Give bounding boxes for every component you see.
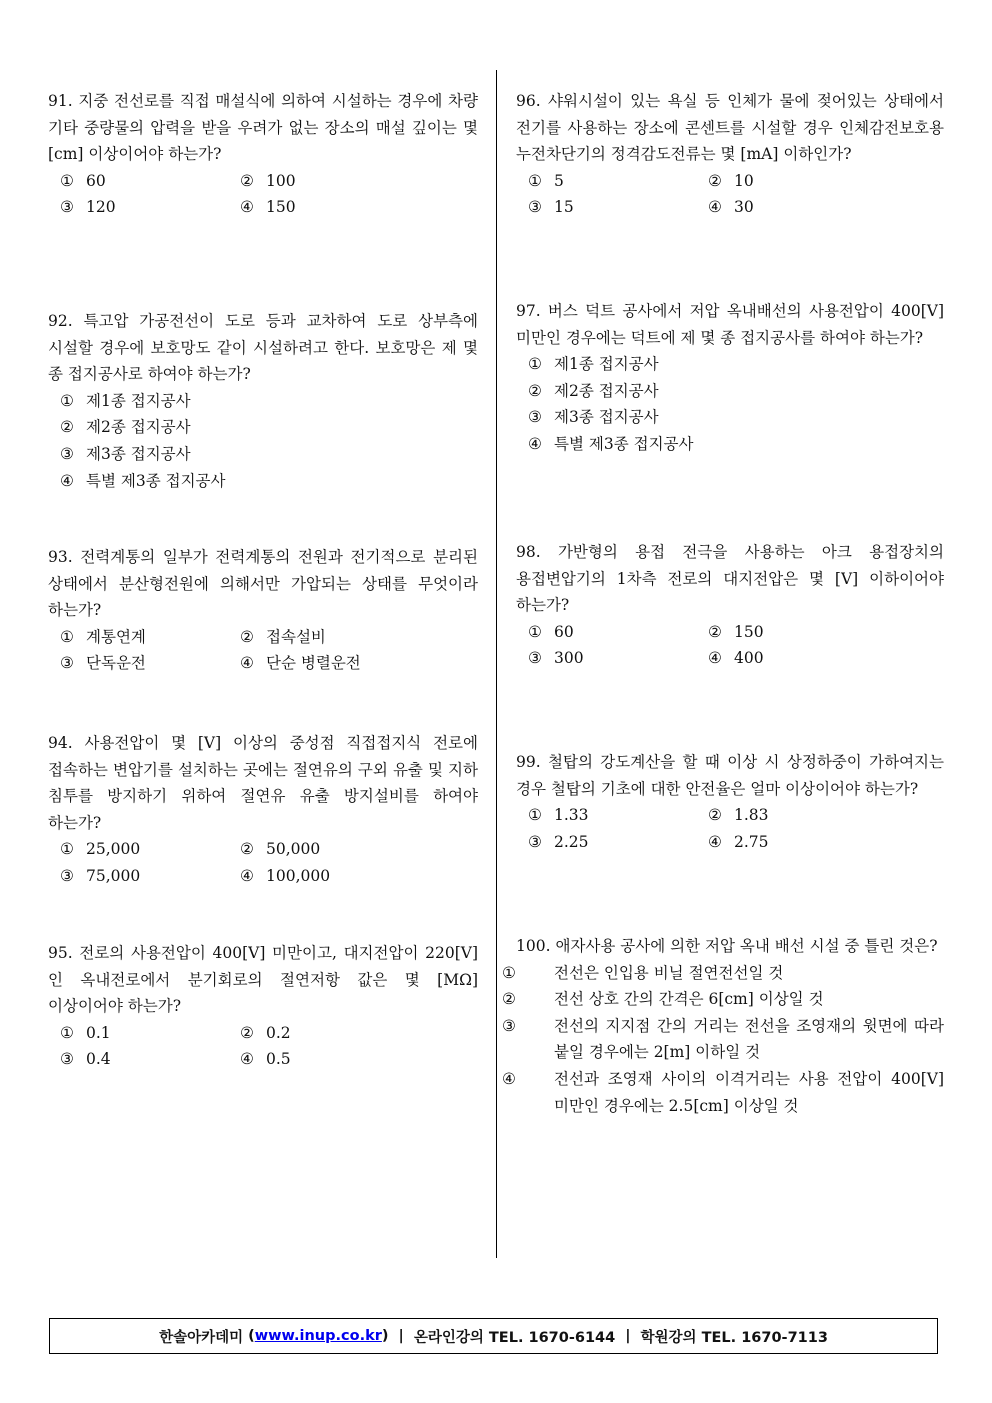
option-text: 15	[554, 198, 574, 217]
option-text: 제3종 접지공사	[86, 444, 191, 463]
option-number: ①	[60, 627, 74, 646]
option-number: ④	[60, 471, 74, 490]
options	[60, 836, 478, 889]
option-text: 5	[554, 171, 564, 190]
paren-close: )	[381, 1328, 389, 1344]
option-number: ④	[240, 198, 254, 217]
option-text: 전선과 조영재 사이의 이격거리는 사용 전압이 400[V] 미만인 경우에는 2.5[cm] 이상일 것	[554, 1069, 944, 1115]
option-text: 30	[734, 198, 754, 217]
question-94	[48, 730, 478, 890]
option-number: ②	[60, 418, 74, 437]
option-number: ③	[528, 649, 542, 668]
option-4[interactable]	[240, 194, 420, 221]
option-1[interactable]	[60, 836, 240, 863]
option-text: 150	[266, 198, 296, 217]
paren-open: (	[248, 1328, 255, 1344]
option-text: 단독운전	[86, 654, 146, 673]
question-stem: 97. 버스 덕트 공사에서 저압 옥내배선의 사용전압이 400[V] 미만인 경우에는 덕트에 제 몇 종 접지공사를 하여야 하는가?	[516, 302, 944, 347]
option-text: 25,000	[86, 840, 141, 859]
options	[528, 619, 944, 672]
question-95	[48, 940, 478, 1073]
option-number: ②	[502, 990, 516, 1009]
online-course-phone: 온라인강의 TEL. 1670-6144	[413, 1329, 616, 1346]
separator: |	[398, 1328, 404, 1344]
option-2[interactable]	[708, 168, 888, 195]
option-text: 1.33	[554, 806, 589, 825]
option-number: ④	[708, 649, 722, 668]
question-93	[48, 544, 478, 677]
option-number: ②	[240, 840, 254, 859]
option-3[interactable]	[528, 645, 708, 672]
option-number: ④	[708, 198, 722, 217]
option-text: 특별 제3종 접지공사	[86, 471, 226, 490]
option-4[interactable]	[240, 863, 420, 890]
option-number: ②	[240, 1023, 254, 1042]
options	[502, 960, 944, 1120]
option-number: ④	[528, 434, 542, 453]
option-number: ③	[60, 444, 74, 463]
option-2[interactable]	[502, 986, 944, 1013]
option-1[interactable]	[60, 388, 478, 415]
question-98	[516, 539, 944, 672]
option-number: ①	[502, 963, 516, 982]
option-text: 1.83	[734, 806, 769, 825]
question-stem: 100. 애자사용 공사에 의한 저압 옥내 배선 시설 중 틀린 것은?	[516, 937, 938, 955]
option-text: 제1종 접지공사	[86, 391, 191, 410]
website-link[interactable]: www.inup.co.kr	[254, 1328, 382, 1344]
option-number: ②	[240, 627, 254, 646]
option-number: ③	[528, 408, 542, 427]
option-number: ①	[528, 355, 542, 374]
option-number: ②	[240, 171, 254, 190]
question-stem: 95. 전로의 사용전압이 400[V] 미만이고, 대지전압이 220[V]인 옥내전로에서 분기회로의 절연저항 값은 몇 [MΩ] 이상이어야 하는가?	[48, 944, 478, 1016]
academy-name: 한솔아카데미	[159, 1329, 244, 1346]
option-4[interactable]	[240, 1046, 420, 1073]
option-text: 2.75	[734, 832, 769, 851]
option-text: 제2종 접지공사	[86, 418, 191, 437]
option-3[interactable]	[528, 404, 944, 431]
option-text: 300	[554, 649, 584, 668]
option-2[interactable]	[708, 802, 888, 829]
question-stem: 93. 전력계통의 일부가 전력계통의 전원과 전기적으로 분리된 상태에서 분산형전원에 의해서만 가압되는 상태를 무엇이라 하는가?	[48, 548, 478, 620]
option-3[interactable]	[60, 1046, 240, 1073]
option-text: 2.25	[554, 832, 589, 851]
option-2[interactable]	[60, 414, 478, 441]
option-text: 50,000	[266, 840, 321, 859]
option-text: 단순 병렬운전	[266, 654, 361, 673]
option-2[interactable]	[240, 168, 420, 195]
question-96	[516, 88, 944, 221]
option-4[interactable]	[240, 650, 420, 677]
option-1[interactable]	[528, 351, 944, 378]
option-number: ④	[502, 1069, 516, 1088]
option-text: 접속설비	[266, 627, 326, 646]
separator: |	[625, 1328, 631, 1344]
option-text: 75,000	[86, 866, 141, 885]
question-100	[502, 933, 944, 1119]
option-number: ③	[60, 198, 74, 217]
question-stem: 94. 사용전압이 몇 [V] 이상의 중성점 직접접지식 전로에 접속하는 변압기를 설치하는 곳에는 절연유의 구외 유출 및 지하 침투를 방지하기 위하여 절연유 유출 방지설비를 하여야 하는가?	[48, 734, 478, 832]
option-text: 제2종 접지공사	[554, 381, 659, 400]
question-97	[516, 298, 944, 458]
question-stem: 92. 특고압 가공전선이 도로 등과 교차하여 도로 상부측에 시설할 경우에 보호망도 같이 시설하려고 한다. 보호망은 제 몇 종 접지공사로 하여야 하는가?	[48, 312, 478, 384]
option-text: 150	[734, 622, 764, 641]
option-text: 0.1	[86, 1023, 111, 1042]
option-3[interactable]	[528, 194, 708, 221]
option-1[interactable]	[60, 168, 240, 195]
option-number: ①	[60, 1023, 74, 1042]
option-number: ③	[60, 866, 74, 885]
option-number: ①	[528, 806, 542, 825]
option-3[interactable]	[60, 441, 478, 468]
option-1[interactable]	[528, 619, 708, 646]
option-number: ④	[240, 866, 254, 885]
question-91	[48, 88, 478, 221]
option-number: ④	[240, 654, 254, 673]
option-text: 120	[86, 198, 116, 217]
option-text: 전선 상호 간의 간격은 6[cm] 이상일 것	[554, 990, 824, 1009]
option-3[interactable]	[502, 1013, 944, 1066]
question-stem: 91. 지중 전선로를 직접 매설식에 의하여 시설하는 경우에 차량 기타 중량물의 압력을 받을 우려가 없는 장소의 매설 깊이는 몇 [cm] 이상이어야 하는가?	[48, 92, 478, 164]
option-text: 전선은 인입용 비닐 절연전선일 것	[554, 963, 784, 982]
option-text: 계통연계	[86, 627, 146, 646]
option-3[interactable]	[60, 650, 240, 677]
option-number: ①	[60, 391, 74, 410]
option-text: 10	[734, 171, 754, 190]
option-text: 전선의 지지점 간의 거리는 전선을 조영재의 윗면에 따라 붙일 경우에는 2[m] 이하일 것	[554, 1016, 944, 1062]
options	[528, 351, 944, 457]
options	[60, 388, 478, 494]
option-number: ④	[708, 832, 722, 851]
option-text: 100,000	[266, 866, 331, 885]
options	[528, 802, 944, 855]
option-text: 60	[554, 622, 574, 641]
options	[60, 1020, 478, 1073]
option-number: ④	[240, 1050, 254, 1069]
option-text: 특별 제3종 접지공사	[554, 434, 694, 453]
option-4[interactable]	[708, 829, 888, 856]
option-2[interactable]	[240, 1020, 420, 1047]
option-number: ②	[528, 381, 542, 400]
question-stem: 98. 가반형의 용접 전극을 사용하는 아크 용접장치의 용접변압기의 1차측 전로의 대지전압은 몇 [V] 이하이어야 하는가?	[516, 543, 944, 615]
option-number: ③	[502, 1016, 516, 1035]
option-1[interactable]	[528, 802, 708, 829]
option-number: ②	[708, 171, 722, 190]
option-1[interactable]	[60, 624, 240, 651]
option-3[interactable]	[60, 863, 240, 890]
option-number: ②	[708, 622, 722, 641]
option-number: ②	[708, 806, 722, 825]
option-number: ③	[60, 654, 74, 673]
option-4[interactable]	[502, 1066, 944, 1119]
option-4[interactable]	[528, 431, 944, 458]
question-99	[516, 749, 944, 855]
option-number: ③	[528, 832, 542, 851]
option-4[interactable]	[708, 645, 888, 672]
options	[60, 624, 478, 677]
option-3[interactable]	[60, 194, 240, 221]
option-1[interactable]	[60, 1020, 240, 1047]
option-text: 100	[266, 171, 296, 190]
footer-contact-bar	[49, 1318, 938, 1354]
option-2[interactable]	[240, 836, 420, 863]
option-1[interactable]	[502, 960, 944, 987]
option-text: 0.2	[266, 1023, 291, 1042]
option-2[interactable]	[240, 624, 420, 651]
option-number: ①	[60, 840, 74, 859]
question-92	[48, 308, 478, 494]
option-number: ①	[528, 171, 542, 190]
option-2[interactable]	[528, 378, 944, 405]
offline-course-phone: 학원강의 TEL. 1670-7113	[640, 1329, 828, 1346]
option-1[interactable]	[528, 168, 708, 195]
option-4[interactable]	[60, 468, 478, 495]
options	[528, 168, 944, 221]
option-text: 0.4	[86, 1050, 111, 1069]
option-text: 제3종 접지공사	[554, 408, 659, 427]
option-text: 0.5	[266, 1050, 291, 1069]
options	[60, 168, 478, 221]
column-divider	[496, 70, 497, 1258]
option-2[interactable]	[708, 619, 888, 646]
option-number: ③	[60, 1050, 74, 1069]
option-text: 60	[86, 171, 106, 190]
option-4[interactable]	[708, 194, 888, 221]
option-text: 400	[734, 649, 764, 668]
question-stem: 96. 샤워시설이 있는 욕실 등 인체가 물에 젖어있는 상태에서 전기를 사용하는 장소에 콘센트를 시설할 경우 인체감전보호용 누전차단기의 정격감도전류는 몇 [mA] 이하인가?	[516, 92, 944, 164]
option-number: ①	[60, 171, 74, 190]
option-text: 제1종 접지공사	[554, 355, 659, 374]
question-stem: 99. 철탑의 강도계산을 할 때 이상 시 상정하중이 가하여지는 경우 철탑의 기초에 대한 안전율은 얼마 이상이어야 하는가?	[516, 753, 944, 798]
option-number: ①	[528, 622, 542, 641]
option-number: ③	[528, 198, 542, 217]
option-3[interactable]	[528, 829, 708, 856]
